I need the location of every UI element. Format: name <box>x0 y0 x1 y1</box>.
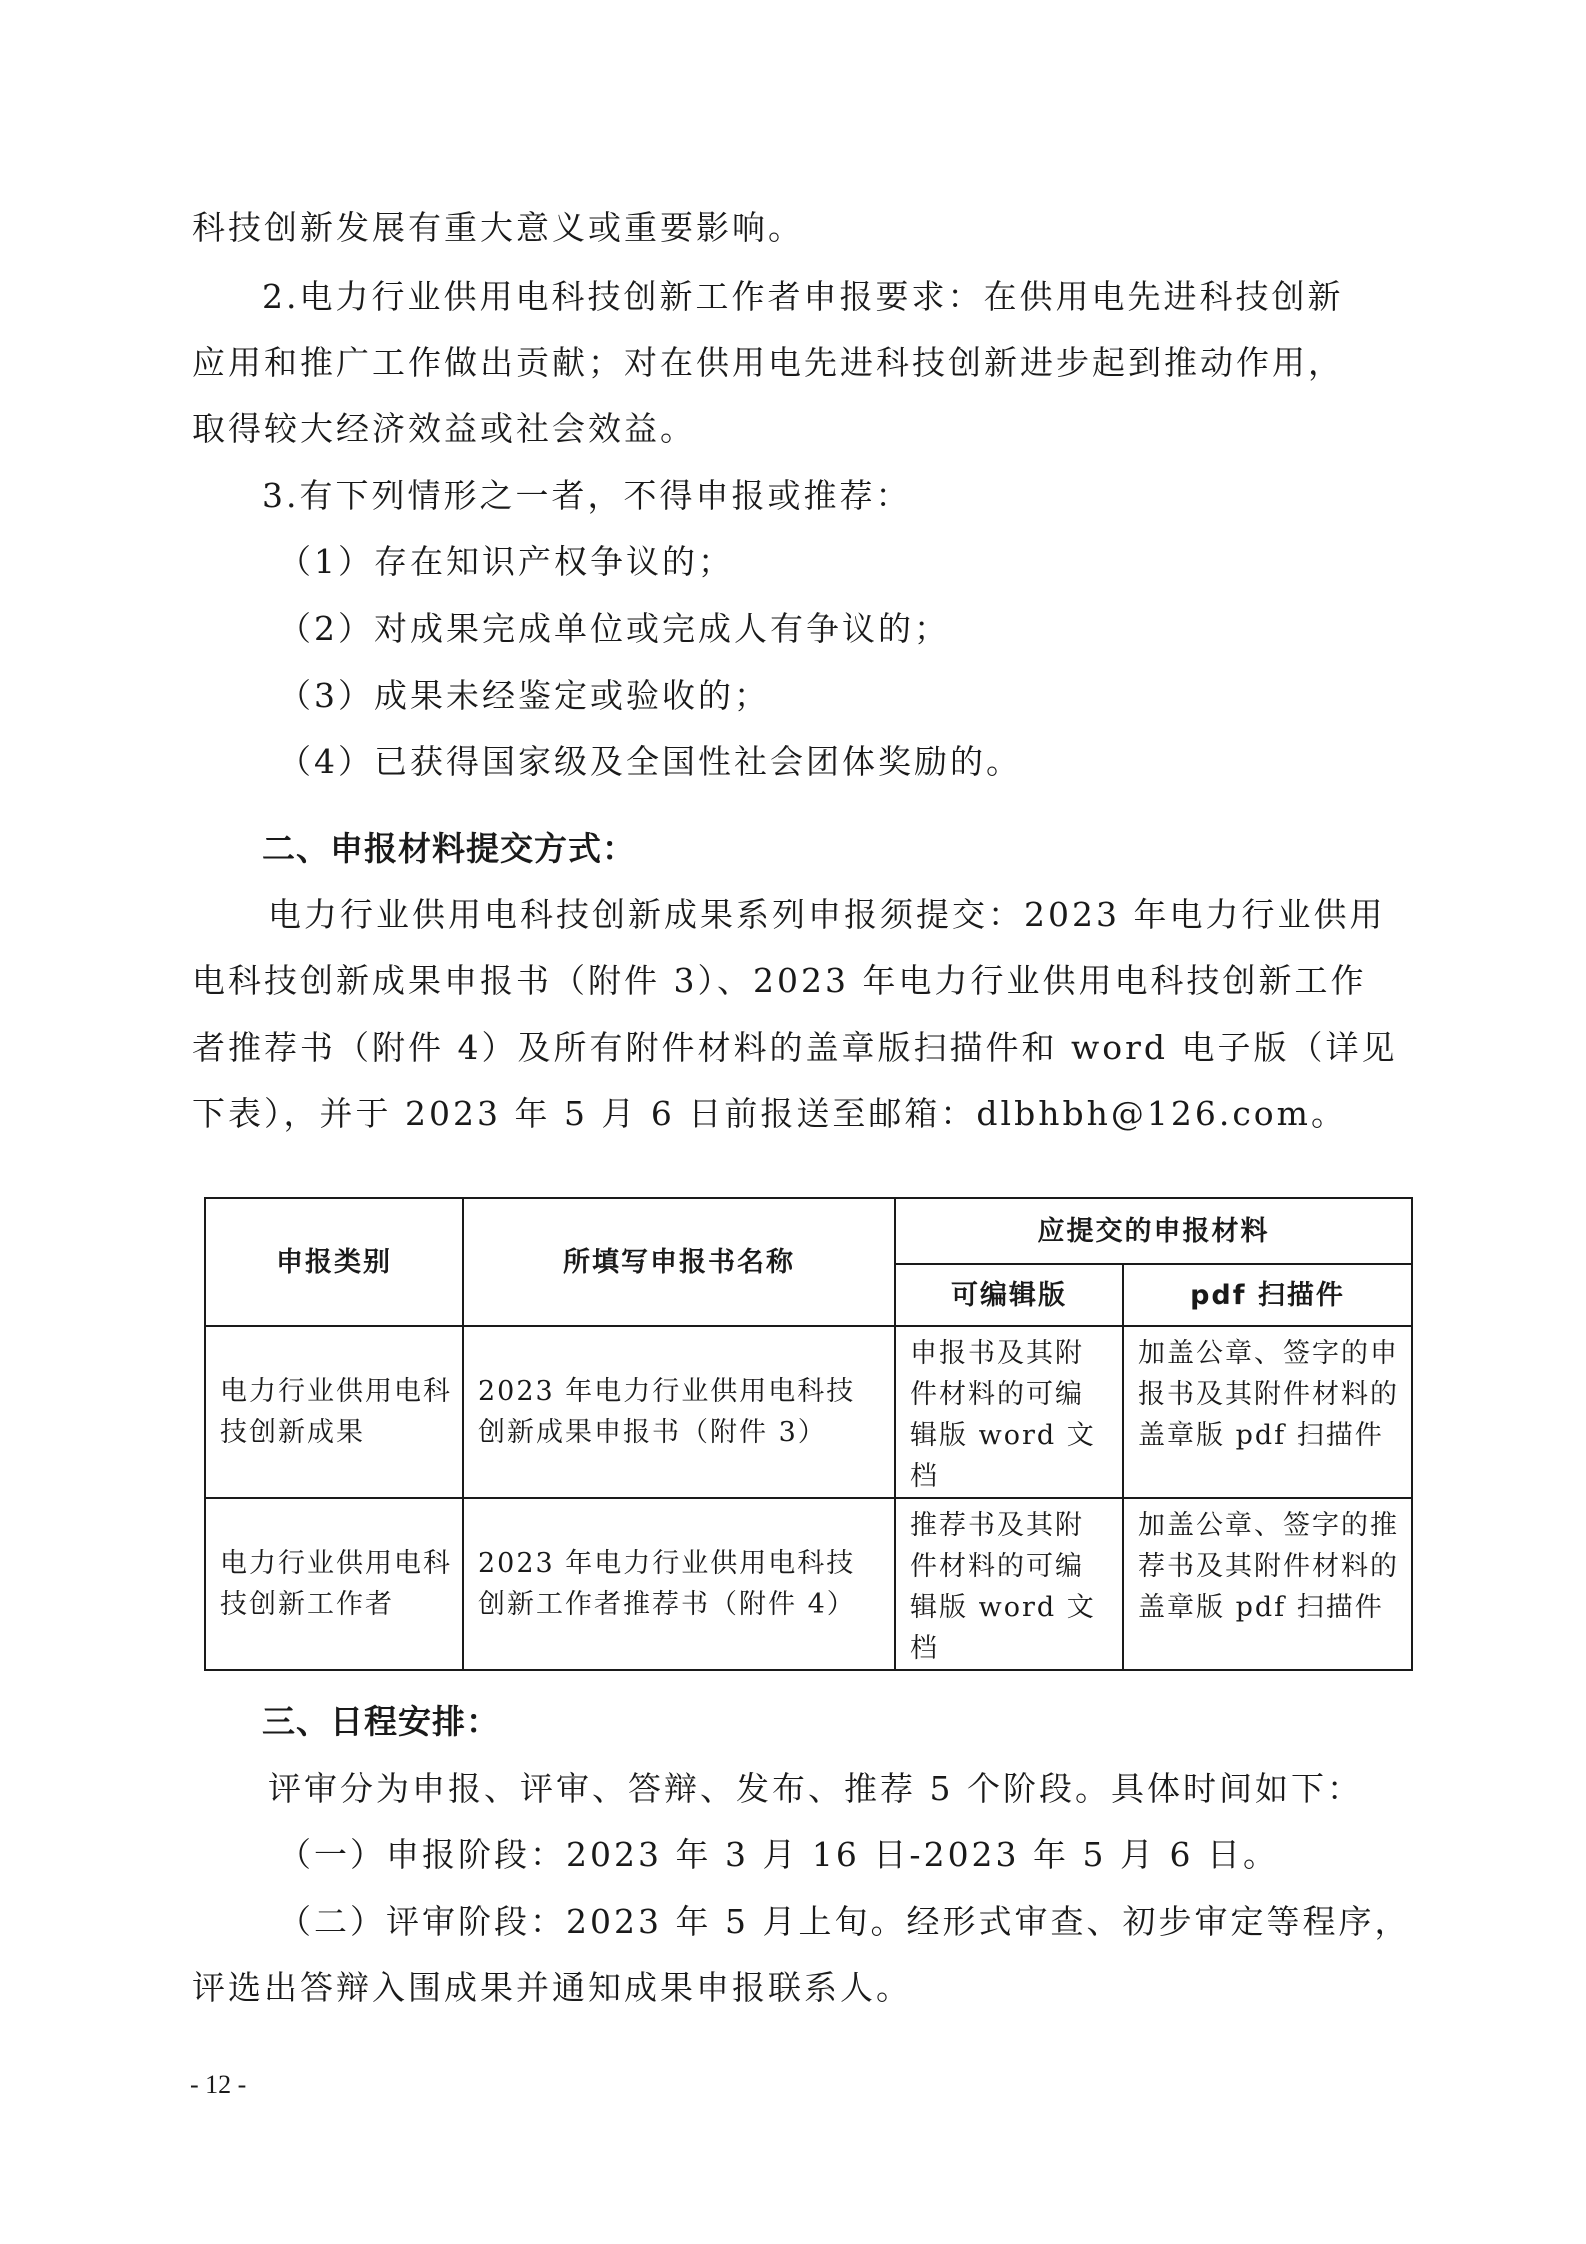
list-item: （一）申报阶段：2023 年 3 月 16 日-2023 年 5 月 6 日。 <box>278 1835 1279 1874</box>
table-row <box>205 1498 1412 1670</box>
list-item: （4）已获得国家级及全国性社会团体奖励的。 <box>278 742 1022 781</box>
header-form-name: 所填写申报书名称 <box>463 1198 895 1326</box>
materials-table <box>204 1197 1413 1671</box>
paragraph-line: 3.有下列情形之一者，不得申报或推荐： <box>262 476 912 515</box>
cell-editable: 申报书及其附件材料的可编辑版 word 文档 <box>895 1326 1123 1498</box>
paragraph-line: 2.电力行业供用电科技创新工作者申报要求：在供用电先进科技创新 <box>262 277 1344 316</box>
cell-pdf: 加盖公章、签字的申报书及其附件材料的盖章版 pdf 扫描件 <box>1123 1326 1412 1498</box>
list-item: （1）存在知识产权争议的； <box>278 542 734 581</box>
paragraph-line: 者推荐书（附件 4）及所有附件材料的盖章版扫描件和 word 电子版（详见 <box>192 1028 1398 1067</box>
cell-pdf: 加盖公章、签字的推荐书及其附件材料的盖章版 pdf 扫描件 <box>1123 1498 1412 1670</box>
paragraph-line: 科技创新发展有重大意义或重要影响。 <box>192 208 804 247</box>
paragraph-line: 取得较大经济效益或社会效益。 <box>192 409 696 448</box>
header-materials: 应提交的申报材料 <box>895 1198 1412 1264</box>
cell-form-name: 2023 年电力行业供用电科技创新工作者推荐书（附件 4） <box>463 1498 895 1670</box>
section-heading: 二、申报材料提交方式： <box>262 829 636 868</box>
cell-form-name: 2023 年电力行业供用电科技创新成果申报书（附件 3） <box>463 1326 895 1498</box>
page-number: - 12 - <box>190 2070 247 2099</box>
header-category: 申报类别 <box>205 1198 463 1326</box>
paragraph-line: 下表），并于 2023 年 5 月 6 日前报送至邮箱：dlbhbh@126.com。 <box>192 1094 1347 1133</box>
paragraph-line: 电科技创新成果申报书（附件 3）、2023 年电力行业供用电科技创新工作 <box>192 961 1367 1000</box>
cell-category: 电力行业供用电科技创新成果 <box>205 1326 463 1498</box>
list-item: （3）成果未经鉴定或验收的； <box>278 676 770 715</box>
list-item: （二）评审阶段：2023 年 5 月上旬。经形式审查、初步审定等程序， <box>278 1902 1411 1941</box>
cell-editable: 推荐书及其附件材料的可编辑版 word 文档 <box>895 1498 1123 1670</box>
paragraph-line: 应用和推广工作做出贡献；对在供用电先进科技创新进步起到推动作用， <box>192 343 1344 382</box>
header-pdf: pdf 扫描件 <box>1123 1264 1412 1326</box>
paragraph-line: 评审分为申报、评审、答辩、发布、推荐 5 个阶段。具体时间如下： <box>268 1769 1363 1808</box>
section-heading: 三、日程安排： <box>262 1702 500 1741</box>
header-editable: 可编辑版 <box>895 1264 1123 1326</box>
cell-category: 电力行业供用电科技创新工作者 <box>205 1498 463 1670</box>
table-row <box>205 1326 1412 1498</box>
list-item: （2）对成果完成单位或完成人有争议的； <box>278 609 950 648</box>
paragraph-line: 评选出答辩入围成果并通知成果申报联系人。 <box>192 1968 912 2007</box>
paragraph-line: 电力行业供用电科技创新成果系列申报须提交：2023 年电力行业供用 <box>268 895 1386 934</box>
